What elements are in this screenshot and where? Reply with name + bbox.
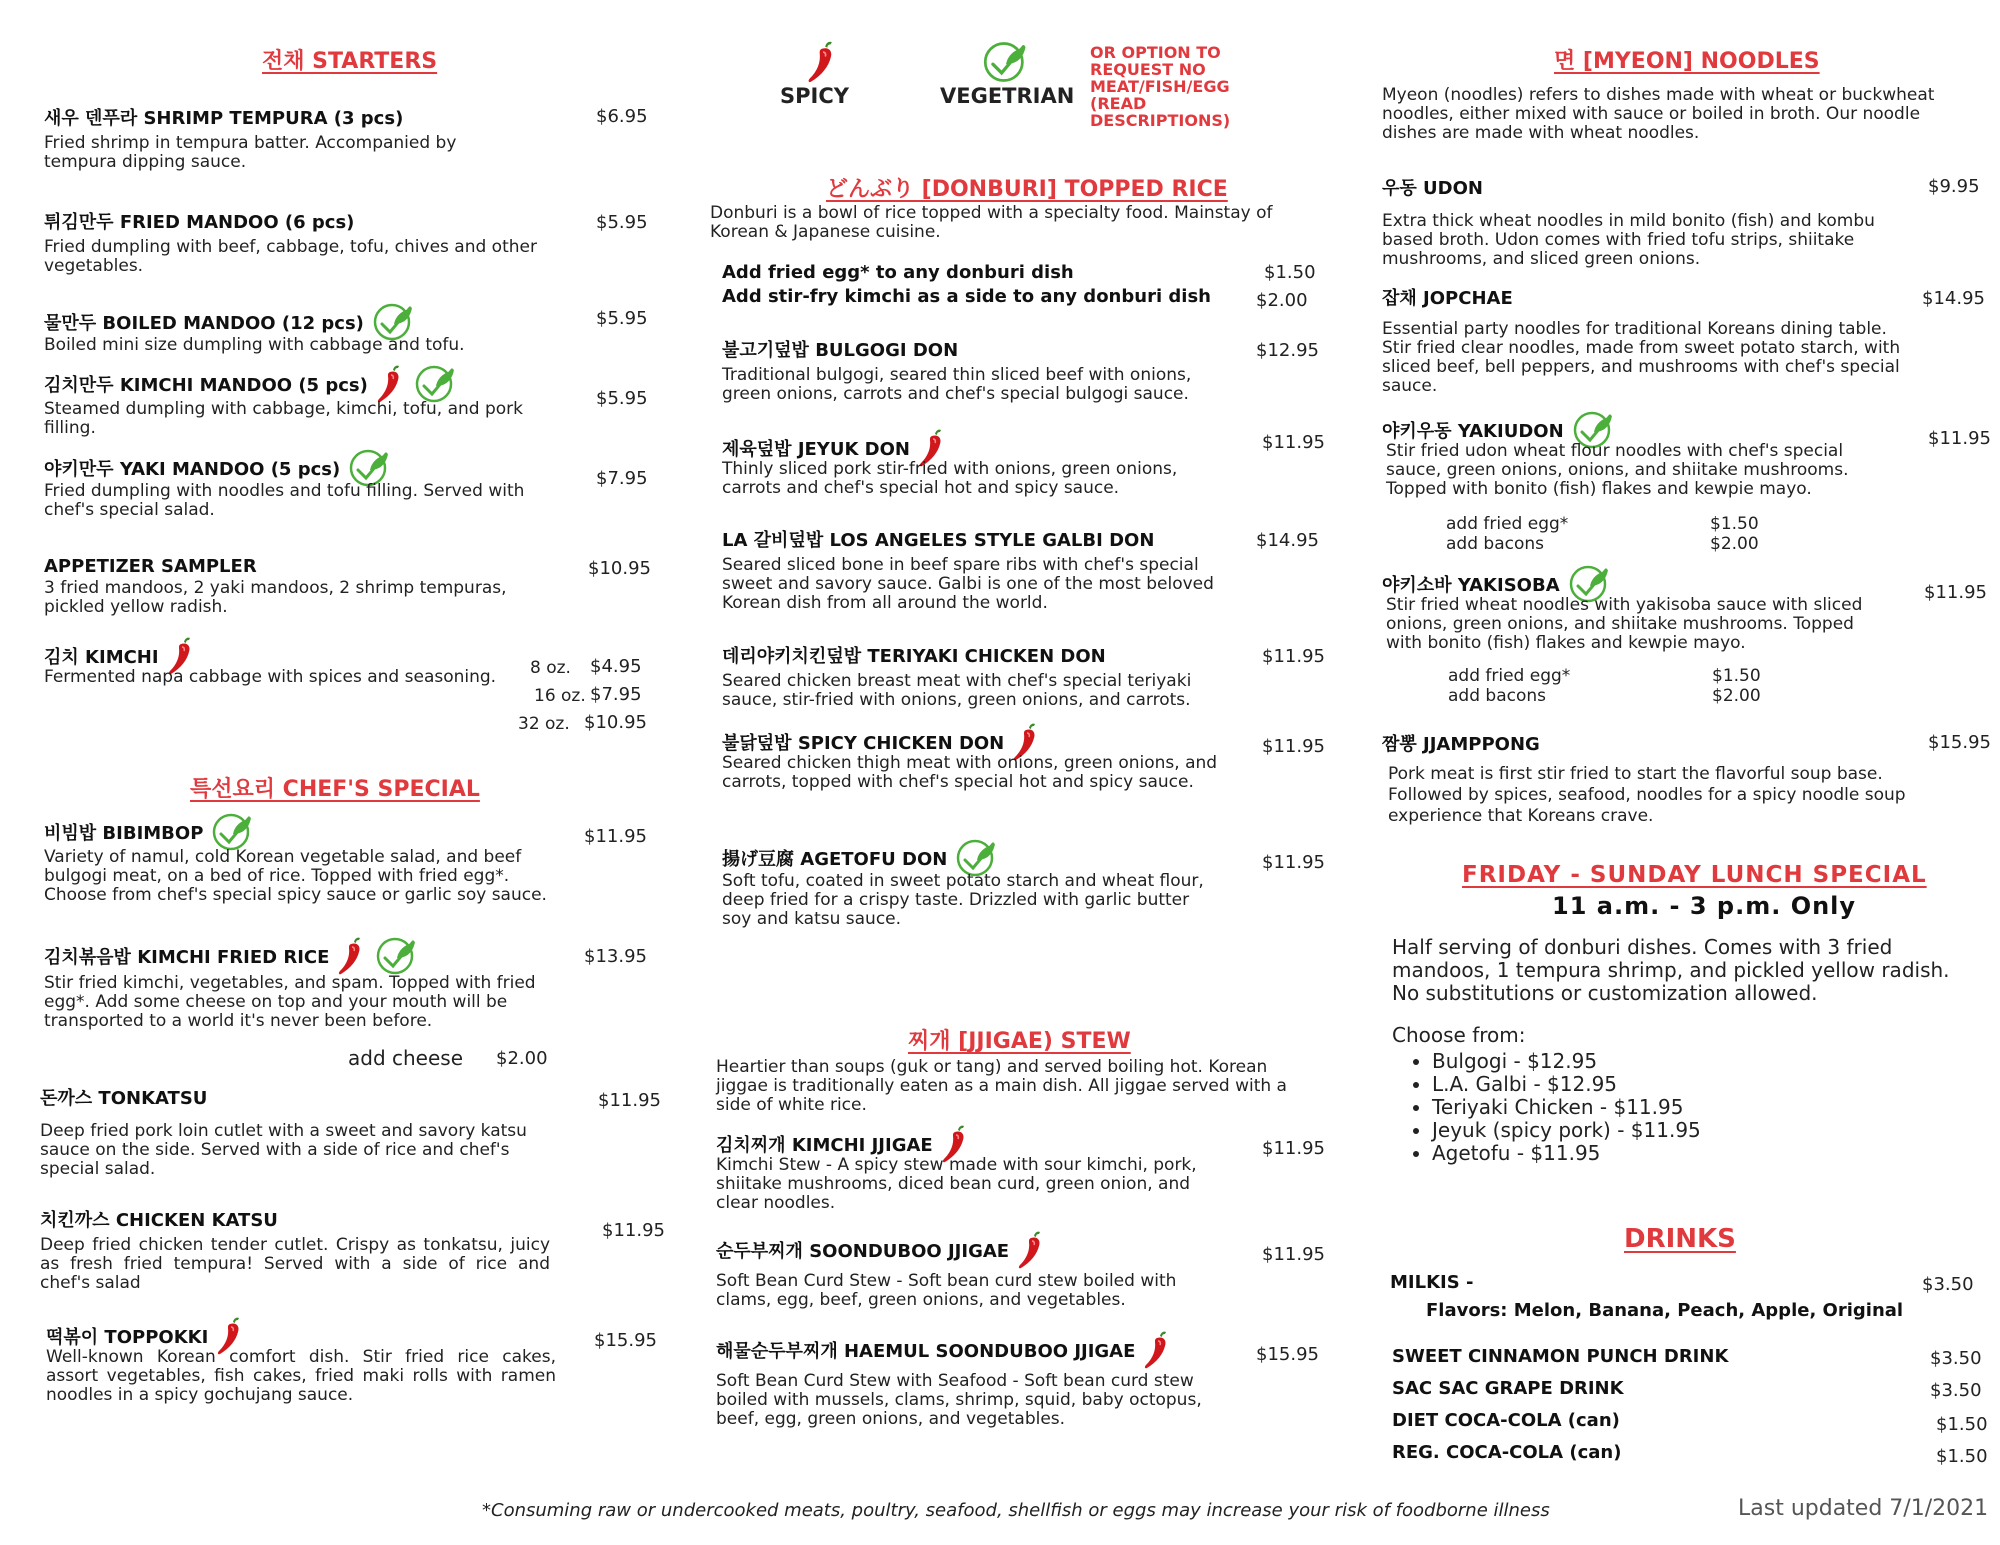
lunch-choice: • Bulgogi - $12.95 [1432,1050,1701,1073]
menu-item [722,336,1242,404]
item-price: $11.95 [1262,432,1325,453]
kimchi-size: 32 oz. [518,714,570,734]
addon-price: $1.50 [1710,514,1759,534]
item-desc: 3 fried mandoos, 2 yaki mandoos, 2 shrimp tempuras, pickled yellow radish. [44,578,507,617]
menu-item [44,302,584,355]
menu-item [44,812,584,905]
item-name: 제육덮밥 JEYUK DON [722,439,910,460]
item-desc: Stir fried kimchi, vegetables, and spam. Topped with fried egg*. Add some cheese on top and your mouth will be transported to a world it's never been before. [44,973,536,1031]
donburi-addon-price: $1.50 [1264,262,1316,283]
item-price: $11.95 [598,1090,661,1111]
addon-price: $2.00 [1710,534,1759,554]
item-name: 김치찌개 KIMCHI JJIGAE [716,1135,933,1156]
item-name: 비빔밥 BIBIMBOP [44,823,204,844]
noodles-title: 면 [MYEON] NOODLES [1554,49,1820,74]
menu-item [722,428,1242,498]
lunch-choose-label: Choose from: [1392,1023,1526,1047]
add-cheese-label: add cheese [348,1046,464,1070]
item-desc: Fried dumpling with noodles and tofu filling. Served with chef's special salad. [44,481,525,520]
lunch-title: FRIDAY - SUNDAY LUNCH SPECIAL [1462,862,1927,888]
addon-label: add bacons [1448,686,1546,706]
kimchi-size-price: $10.95 [584,712,647,733]
donburi-addon-price: $2.00 [1256,290,1308,311]
drinks-title: DRINKS [1624,1224,1736,1254]
item-name: 야키우동 YAKIUDON [1382,421,1564,442]
drink-price: $1.50 [1936,1446,1988,1467]
item-desc: Deep fried pork loin cutlet with a sweet and savory katsu sauce on the side. Served with a side of rice and chef's special salad. [40,1121,527,1179]
addon-price: $2.00 [1712,686,1761,706]
addon-label: add fried egg* [1448,666,1571,686]
chili-icon [337,936,367,976]
donburi-addon: Add fried egg* to any donburi dish [722,262,1074,283]
item-name: 우동 UDON [1382,178,1483,199]
menu-item [40,1206,560,1293]
item-desc: Kimchi Stew - A spicy stew made with sour kimchi, pork, shiitake mushrooms, diced bean curd, green onion, and clear noodles. [716,1155,1197,1213]
menu-item [716,1330,1276,1429]
menu-item [722,526,1242,613]
drink-price: $3.50 [1930,1348,1982,1369]
menu-item [44,208,584,276]
menu-item [722,722,1242,792]
item-price: $12.95 [1256,340,1319,361]
lunch-choice: • Agetofu - $11.95 [1432,1142,1701,1165]
item-name: 불고기덮밥 BULGOGI DON [722,340,959,361]
item-desc: Fried shrimp in tempura batter. Accompanied by tempura dipping sauce. [44,133,457,172]
footer-disclaimer: *Consuming raw or undercooked meats, poultry, seafood, shellfish or eggs may increase your risk of foodborne illness [482,1500,1550,1521]
lunch-choice: • Teriyaki Chicken - $11.95 [1432,1096,1701,1119]
item-price: $9.95 [1928,176,1980,197]
chef-special-title: 특선요리 CHEF'S SPECIAL [190,777,480,802]
item-price: $11.95 [1262,1244,1325,1265]
menu-item [1382,284,1922,396]
donburi-addon: Add stir-fry kimchi as a side to any donburi dish [722,286,1211,307]
menu-item [44,104,564,172]
drink-price: $1.50 [1936,1414,1988,1435]
chili-icon [1017,1230,1047,1270]
item-name: 치킨까스 CHICKEN KATSU [40,1210,278,1231]
chili-icon [1143,1330,1173,1370]
donburi-intro: Donburi is a bowl of rice topped with a specialty food. Mainstay of Korean & Japanese cuisine. [710,203,1273,242]
jjigae-intro: Heartier than soups (guk or tang) and served boiling hot. Korean jiggae is traditionally eaten as a main dish. All jiggae served with a side of white rice. [716,1057,1287,1115]
drink-name: SAC SAC GRAPE DRINK [1392,1378,1624,1399]
item-price: $13.95 [584,946,647,967]
lunch-choices [1398,1050,1701,1165]
item-price: $11.95 [584,826,647,847]
item-price: $15.95 [1256,1344,1319,1365]
item-name: APPETIZER SAMPLER [44,556,257,577]
menu-item [44,556,584,617]
item-price: $15.95 [594,1330,657,1351]
item-price: $5.95 [596,308,648,329]
item-name: 떡볶이 TOPPOKKI [46,1327,209,1348]
item-name: 물만두 BOILED MANDOO (12 pcs) [44,313,364,334]
item-name: 김치볶음밥 KIMCHI FRIED RICE [44,947,330,968]
menu-item [44,448,584,520]
item-name: 순두부찌개 SOONDUBOO JJIGAE [716,1241,1010,1262]
item-price: $11.95 [1262,852,1325,873]
item-name: 해물순두부찌개 HAEMUL SOONDUBOO JJIGAE [716,1341,1136,1362]
item-name: 김치만두 KIMCHI MANDOO (5 pcs) [44,375,368,396]
item-price: $11.95 [602,1220,665,1241]
vegetarian-icon [982,40,1030,84]
item-desc: Traditional bulgogi, seared thin sliced beef with onions, green onions, carrots and chef's special bulgogi sauce. [722,365,1192,404]
menu-item [44,636,584,687]
item-desc: Seared chicken thigh meat with onions, green onions, and carrots, topped with chef's special hot and spicy sauce. [722,753,1218,792]
chili-icon [806,40,840,84]
item-desc: Stir fried udon wheat flour noodles with chef's special sauce, green onions, onions, and shiitake mushrooms. Topped with bonito (fish) flakes and kewpie mayo. [1386,441,1849,499]
item-name: 야키소바 YAKISOBA [1382,575,1560,596]
addon-price: $1.50 [1712,666,1761,686]
item-price: $14.95 [1922,288,1985,309]
item-desc: Stir fried wheat noodles with yakisoba sauce with sliced onions, green onions, and shiitake mushrooms. Topped with bonito (fish) flakes and kewpie mayo. [1386,595,1863,653]
menu-item [44,936,584,1031]
menu-item [40,1084,580,1179]
item-name: 데리야키치킨덮밥 TERIYAKI CHICKEN DON [722,646,1106,667]
menu-item [716,1124,1276,1213]
item-desc: Steamed dumpling with cabbage, kimchi, tofu, and pork filling. [44,399,523,438]
addon-label: add fried egg* [1446,514,1569,534]
legend-vegetarian-label: VEGETRIAN [940,84,1075,108]
item-desc: Fried dumpling with beef, cabbage, tofu, chives and other vegetables. [44,237,537,276]
menu-item [1382,730,1922,827]
menu-item [46,1316,566,1405]
menu-item [1382,564,1922,653]
item-name: LA 갈비덮밥 LOS ANGELES STYLE GALBI DON [722,530,1155,551]
chili-icon [376,364,406,404]
vegetarian-icon [211,812,255,852]
item-price: $15.95 [1928,732,1991,753]
drink-price: $3.50 [1922,1274,1974,1295]
item-desc: Soft Bean Curd Stew - Soft bean curd stew boiled with clams, egg, beef, green onions, and vegetables. [716,1271,1177,1310]
item-name: 돈까스 TONKATSU [40,1088,208,1109]
drink-name: DIET COCA-COLA (can) [1392,1410,1620,1431]
item-name: 잡채 JOPCHAE [1382,288,1513,309]
item-desc: Variety of namul, cold Korean vegetable salad, and beef bulgogi meat, on a bed of rice. Topped with fried egg*. Choose from chef's special spicy sauce or garlic soy sauce. [44,847,547,905]
lunch-hours: 11 a.m. - 3 p.m. Only [1552,892,1857,920]
kimchi-size: 16 oz. [534,686,586,706]
item-price: $11.95 [1928,428,1991,449]
addon-label: add bacons [1446,534,1544,554]
item-desc: Soft Bean Curd Stew with Seafood - Soft bean curd stew boiled with mussels, clams, shrimp, squid, baby octopus, beef, egg, green onions, and vegetables. [716,1371,1202,1429]
milkis-flavors: Flavors: Melon, Banana, Peach, Apple, Original [1426,1300,1904,1321]
vegetarian-icon [414,364,458,404]
item-name: 새우 덴푸라 SHRIMP TEMPURA (3 pcs) [44,108,404,129]
item-price: $5.95 [596,212,648,233]
kimchi-size-price: $4.95 [590,656,642,677]
jjigae-title: 찌개 [JJIGAE) STEW [908,1029,1131,1054]
item-price: $6.95 [596,106,648,127]
menu-item [1382,174,1922,269]
item-name: 揚げ豆腐 AGETOFU DON [722,849,948,870]
item-price: $11.95 [1262,646,1325,667]
item-name: 야키만두 YAKI MANDOO (5 pcs) [44,459,341,480]
item-desc: Seared chicken breast meat with chef's special teriyaki sauce, stir-fried with onions, green onions, and carrots. [722,671,1192,710]
item-price: $5.95 [596,388,648,409]
donburi-title: どんぶり [DONBURI] TOPPED RICE [826,177,1228,202]
item-name: 튀김만두 FRIED MANDOO (6 pcs) [44,212,355,233]
item-price: $7.95 [596,468,648,489]
lunch-choice: • Jeyuk (spicy pork) - $11.95 [1432,1119,1701,1142]
lunch-desc: Half serving of donburi dishes. Comes with 3 fried mandoos, 1 tempura shrimp, and pickled yellow radish. No substitutions or customization allowed. [1392,935,1950,1005]
item-desc: Boiled mini size dumpling with cabbage and tofu. [44,335,465,355]
menu-item [44,364,584,438]
menu-item [716,1230,1276,1310]
item-price: $11.95 [1924,582,1987,603]
item-price: $11.95 [1262,736,1325,757]
item-desc: Soft tofu, coated in sweet potato starch and wheat flour, deep fried for a crispy taste. Drizzled with garlic butter soy and katsu sauce. [722,871,1204,929]
item-desc: Fermented napa cabbage with spices and seasoning. [44,667,497,687]
item-name: 김치 KIMCHI [44,647,159,668]
menu-item [722,642,1242,710]
drink-name: MILKIS - [1390,1272,1474,1293]
kimchi-size: 8 oz. [530,658,571,678]
drink-name: SWEET CINNAMON PUNCH DRINK [1392,1346,1729,1367]
legend-spicy-label: SPICY [780,84,849,108]
drink-price: $3.50 [1930,1380,1982,1401]
legend-veg-note: OR OPTION TO REQUEST NO MEAT/FISH/EGG (READ DESCRIPTIONS) [1090,43,1231,130]
menu-item [1382,410,1922,499]
item-price: $11.95 [1262,1138,1325,1159]
item-desc: Essential party noodles for traditional Koreans dining table. Stir fried clear noodles, made from sweet potato starch, with sliced beef, bell peppers, and mushrooms with chef's special sauce. [1382,319,1901,396]
item-price: $14.95 [1256,530,1319,551]
item-desc: Thinly sliced pork stir-fried with onions, green onions, carrots and chef's special hot and spicy sauce. [722,459,1178,498]
item-name: 불닭덮밥 SPICY CHICKEN DON [722,733,1005,754]
lunch-choice: • L.A. Galbi - $12.95 [1432,1073,1701,1096]
item-desc: Deep fried chicken tender cutlet. Crispy as tonkatsu, juicy as fresh fried tempura! Served with a side of rice and chef's salad [40,1235,550,1293]
item-price: $10.95 [588,558,651,579]
item-desc: Seared sliced bone in beef spare ribs with chef's special sweet and savory sauce. Galbi is one of the most beloved Korean dish from all around the world. [722,555,1214,613]
item-name: 짬뽕 JJAMPPONG [1382,734,1540,755]
starters-title: 전채 STARTERS [262,49,438,74]
menu-item [722,838,1242,929]
vegetarian-icon [375,936,419,976]
add-cheese-price: $2.00 [496,1048,548,1069]
noodles-intro: Myeon (noodles) refers to dishes made with wheat or buckwheat noodles, either mixed with sauce or boiled in broth. Our noodle dishes are made with wheat noodles. [1382,85,1935,143]
item-desc: Pork meat is first stir fried to start the flavorful soup base. Followed by spices, seafood, noodles for a spicy noodle soup experience that Koreans crave. [1388,764,1906,826]
kimchi-size-price: $7.95 [590,684,642,705]
drink-name: REG. COCA-COLA (can) [1392,1442,1622,1463]
item-desc: Extra thick wheat noodles in mild bonito (fish) and kombu based broth. Udon comes with fried tofu strips, shiitake mushrooms, and sliced green onions. [1382,211,1875,269]
footer-updated: Last updated 7/1/2021 [1738,1496,1989,1521]
item-desc: Well-known Korean comfort dish. Stir fried rice cakes, assort vegetables, fish cakes, fried maki rolls with ramen noodles in a spicy gochujang sauce. [46,1347,556,1405]
